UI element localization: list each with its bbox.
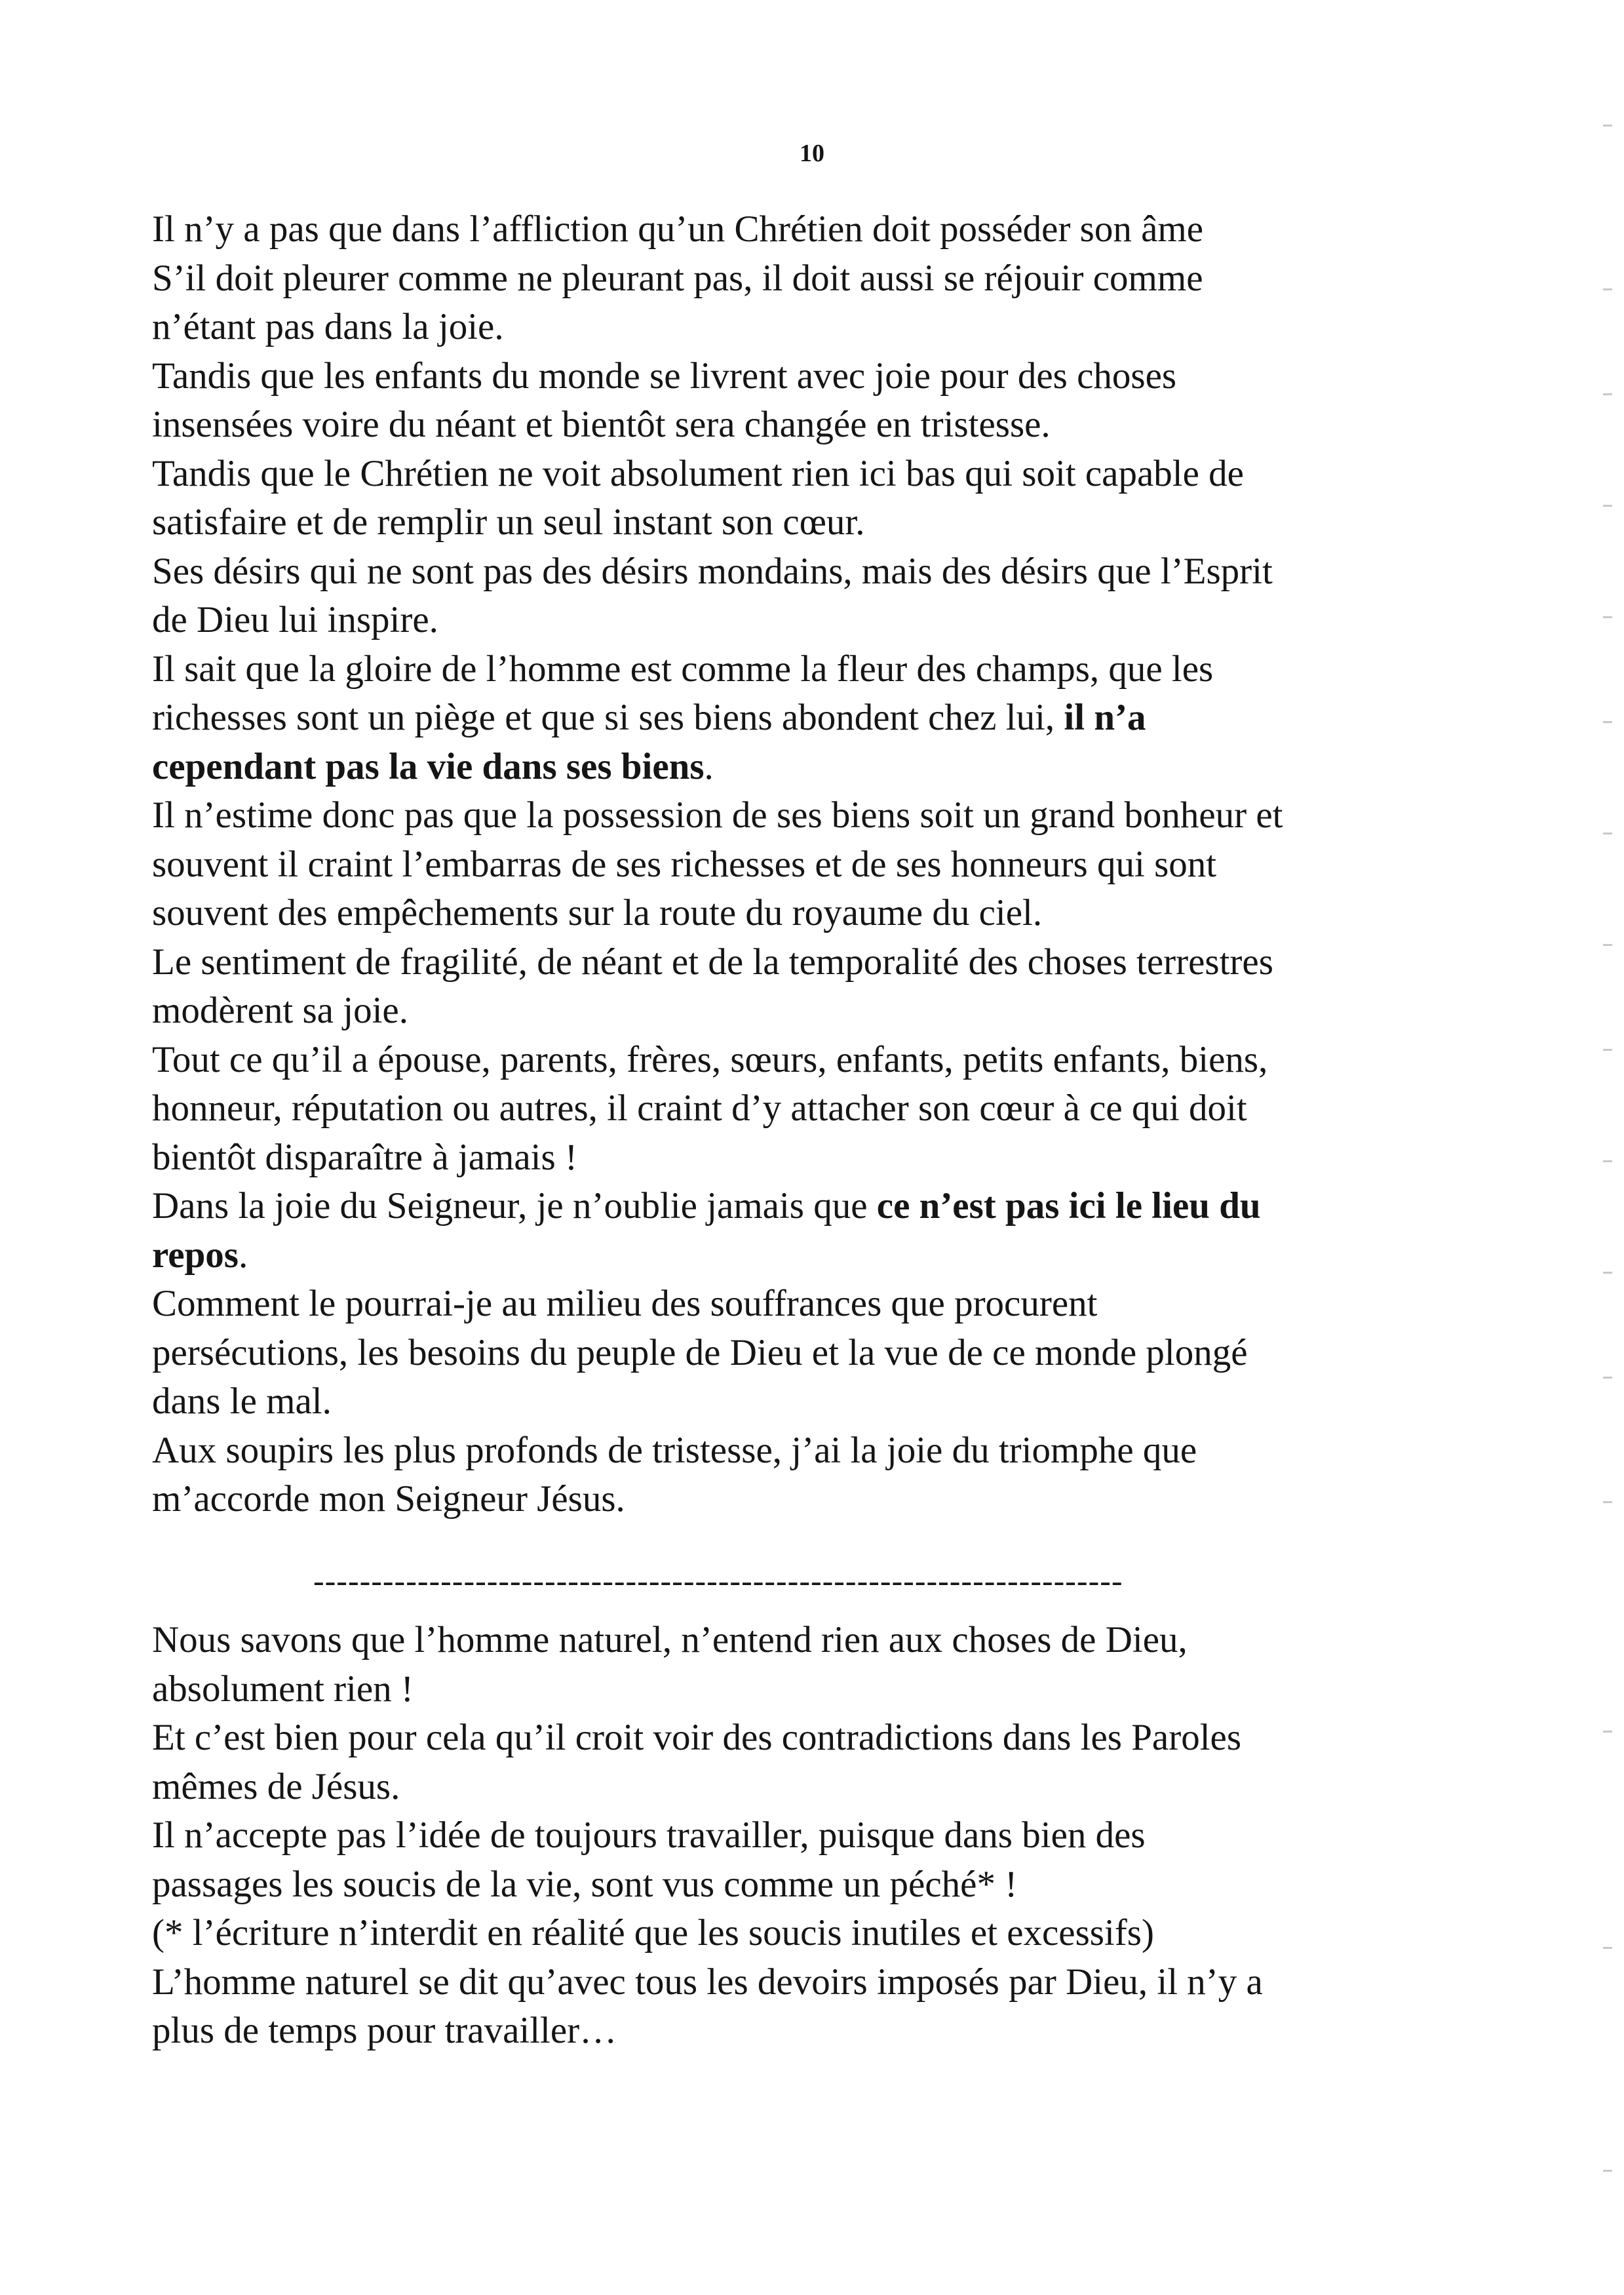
bold-emphasis: ce n’est pas ici le lieu du xyxy=(876,1185,1261,1226)
bold-emphasis: il n’a xyxy=(1064,697,1146,738)
text-line xyxy=(152,1231,1522,1280)
line-text: . xyxy=(238,1234,248,1276)
scan-edge-mark xyxy=(1603,721,1612,723)
line-text: . xyxy=(704,745,714,787)
text-line xyxy=(152,1616,1522,1665)
line-text: Dans la joie du Seigneur, je n’oublie jamais que xyxy=(152,1185,877,1226)
text-line xyxy=(152,1084,1522,1133)
line-text: plus de temps pour travailler… xyxy=(152,2010,617,2051)
line-text: honneur, réputation ou autres, il craint d’y attacher son cœur à ce qui doit xyxy=(152,1088,1247,1129)
text-line xyxy=(152,205,1522,254)
line-text: richesses sont un piège et que si ses biens abondent chez lui, xyxy=(152,697,1064,738)
text-line xyxy=(152,1860,1522,1910)
text-line xyxy=(152,498,1522,547)
line-text: Comment le pourrai-je au milieu des souffrances que procurent xyxy=(152,1283,1098,1324)
text-line xyxy=(152,254,1522,304)
line-text: souvent des empêchements sur la route du royaume du ciel. xyxy=(152,892,1043,933)
scan-edge-mark xyxy=(1603,944,1612,946)
line-text: (* l’écriture n’interdit en réalité que les soucis inutiles et excessifs) xyxy=(152,1912,1154,1953)
line-text: souvent il craint l’embarras de ses richesses et de ses honneurs qui sont xyxy=(152,843,1217,885)
line-text: absolument rien ! xyxy=(152,1668,414,1710)
line-text: Le sentiment de fragilité, de néant et de la temporalité des choses terrestres xyxy=(152,941,1273,983)
scan-edge-mark xyxy=(1603,1501,1612,1503)
text-line xyxy=(152,1329,1522,1378)
text-line xyxy=(152,596,1522,645)
line-text: Il n’y a pas que dans l’affliction qu’un Chrétien doit posséder son âme xyxy=(152,208,1204,250)
line-text: insensées voire du néant et bientôt sera changée en tristesse. xyxy=(152,404,1051,445)
scan-edge-mark xyxy=(1603,1160,1612,1162)
page-number: 10 xyxy=(800,140,824,167)
line-text: Il n’accepte pas l’idée de toujours travailler, puisque dans bien des xyxy=(152,1814,1146,1856)
text-line xyxy=(152,1280,1522,1329)
text-line xyxy=(152,1714,1522,1763)
line-text: m’accorde mon Seigneur Jésus. xyxy=(152,1478,625,1520)
scan-edge-mark xyxy=(1603,288,1612,290)
line-text: n’étant pas dans la joie. xyxy=(152,306,504,347)
scan-edge-mark xyxy=(1603,616,1612,618)
line-text: Il n’estime donc pas que la possession de ses biens soit un grand bonheur et xyxy=(152,794,1283,836)
text-line xyxy=(152,352,1522,401)
text-line xyxy=(152,694,1522,743)
text-line xyxy=(152,303,1522,352)
scan-edge-mark xyxy=(1603,1049,1612,1051)
text-line xyxy=(152,1475,1522,1524)
line-text: Aux soupirs les plus profonds de tristesse, j’ai la joie du triomphe que xyxy=(152,1429,1197,1471)
line-text: de Dieu lui inspire. xyxy=(152,599,438,640)
text-line xyxy=(152,1665,1522,1714)
line-text: S’il doit pleurer comme ne pleurant pas, il doit aussi se réjouir comme xyxy=(152,257,1203,299)
text-line xyxy=(152,987,1522,1036)
scan-edge-mark xyxy=(1603,505,1612,507)
bold-emphasis: repos xyxy=(152,1234,239,1276)
line-text: mêmes de Jésus. xyxy=(152,1765,400,1807)
text-line xyxy=(152,1036,1522,1085)
text-line xyxy=(152,1958,1522,2007)
text-line xyxy=(152,743,1522,792)
text-line xyxy=(152,1133,1522,1183)
scan-edge-mark xyxy=(1603,1947,1612,1949)
text-line xyxy=(152,938,1522,987)
scan-edge-mark xyxy=(1603,2170,1612,2172)
section-separator: ---------------------------------------------------------------------- xyxy=(313,1562,1123,1599)
line-text: persécutions, les besoins du peuple de Dieu et la vue de ce monde plongé xyxy=(152,1331,1248,1373)
scan-edge-mark xyxy=(1603,833,1612,834)
scan-edge-mark xyxy=(1603,1731,1612,1733)
scan-edge-mark xyxy=(1603,393,1612,395)
line-text: bientôt disparaître à jamais ! xyxy=(152,1136,577,1178)
text-line xyxy=(152,1811,1522,1860)
text-line xyxy=(152,547,1522,597)
line-text: modèrent sa joie. xyxy=(152,990,408,1031)
scan-edge-mark xyxy=(1603,1377,1612,1379)
paragraph-block-1 xyxy=(152,205,1522,1524)
text-line xyxy=(152,401,1522,450)
line-text: Tout ce qu’il a épouse, parents, frères, sœurs, enfants, petits enfants, biens, xyxy=(152,1038,1268,1080)
line-text: Ses désirs qui ne sont pas des désirs mondains, mais des désirs que l’Esprit xyxy=(152,550,1273,592)
line-text: satisfaire et de remplir un seul instant son cœur. xyxy=(152,501,865,543)
text-line xyxy=(152,1909,1522,1958)
line-text: Tandis que les enfants du monde se livrent avec joie pour des choses xyxy=(152,355,1177,397)
bold-emphasis: cependant pas la vie dans ses biens xyxy=(152,745,705,787)
line-text: Tandis que le Chrétien ne voit absolument rien ici bas qui soit capable de xyxy=(152,452,1244,494)
line-text: Et c’est bien pour cela qu’il croit voir des contradictions dans les Paroles xyxy=(152,1717,1242,1758)
scan-edge-mark xyxy=(1603,125,1612,127)
scan-edge-mark xyxy=(1603,1272,1612,1274)
text-line xyxy=(152,2007,1522,2056)
line-text: dans le mal. xyxy=(152,1381,332,1422)
text-line xyxy=(152,645,1522,694)
text-line xyxy=(152,450,1522,499)
text-line xyxy=(152,840,1522,890)
text-line xyxy=(152,1763,1522,1812)
text-line xyxy=(152,1182,1522,1231)
text-line xyxy=(152,1426,1522,1476)
line-text: passages les soucis de la vie, sont vus comme un péché* ! xyxy=(152,1863,1018,1905)
text-line xyxy=(152,1377,1522,1426)
line-text: Il sait que la gloire de l’homme est comme la fleur des champs, que les xyxy=(152,648,1214,690)
line-text: L’homme naturel se dit qu’avec tous les devoirs imposés par Dieu, il n’y a xyxy=(152,1961,1263,2003)
line-text: Nous savons que l’homme naturel, n’entend rien aux choses de Dieu, xyxy=(152,1619,1188,1660)
text-line xyxy=(152,889,1522,938)
text-line xyxy=(152,791,1522,840)
paragraph-block-2 xyxy=(152,1616,1522,2056)
